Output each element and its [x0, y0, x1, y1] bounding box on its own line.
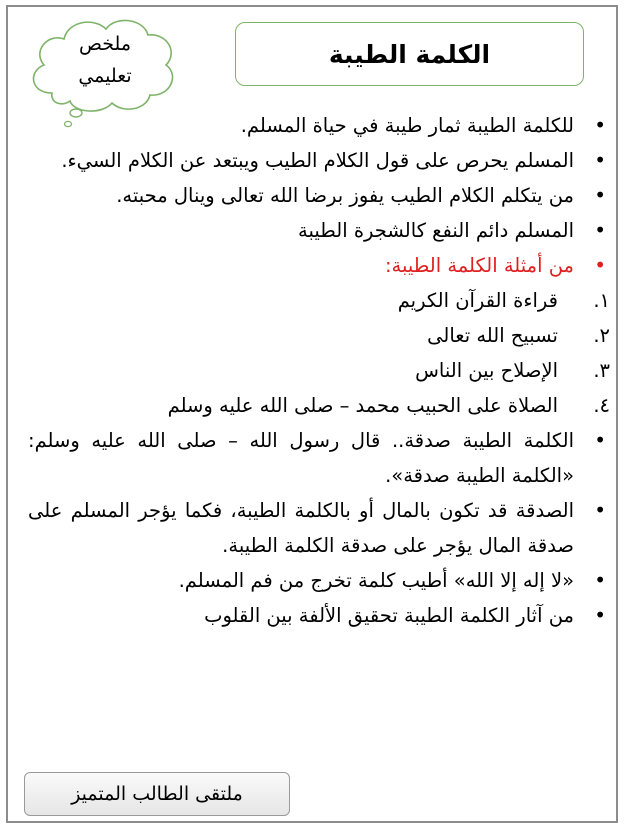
bullet-icon: • — [594, 603, 606, 627]
list-item-text: من آثار الكلمة الطيبة تحقيق الألفة بين القلوب — [204, 604, 574, 627]
footer-label-box — [24, 772, 290, 816]
bullet-icon: • — [594, 568, 606, 592]
list-item — [28, 178, 610, 213]
footer-label: ملتقى الطالب المتميز — [71, 783, 243, 805]
cloud-line-1: ملخص — [78, 33, 131, 55]
examples-heading-text: من أمثلة الكلمة الطيبة: — [384, 254, 574, 277]
example-item — [28, 318, 610, 353]
list-item — [28, 423, 610, 493]
list-item-text: «لا إله إلا الله» أطيب كلمة تخرج من فم المسلم. — [178, 569, 574, 592]
example-number: ١. — [593, 289, 610, 312]
bullet-icon: • — [594, 113, 606, 137]
lesson-content — [28, 108, 610, 633]
list-item — [28, 213, 610, 248]
list-item-text: المسلم يحرص على قول الكلام الطيب ويبتعد عن الكلام السيء. — [61, 149, 574, 172]
cloud-label — [40, 28, 170, 92]
example-text: الصلاة على الحبيب محمد – صلى الله عليه وسلم — [167, 394, 558, 417]
example-item — [28, 388, 610, 423]
list-item — [28, 563, 610, 598]
cloud-line-2: تعليمي — [78, 65, 132, 87]
example-number: ٢. — [593, 324, 610, 347]
example-text: تسبيح الله تعالى — [427, 324, 558, 347]
examples-list — [28, 283, 610, 423]
example-number: ٣. — [593, 359, 610, 382]
list-item-text: الصدقة قد تكون بالمال أو بالكلمة الطيبة، فكما يؤجر المسلم على صدقة المال يؤجر على صدقة الكلمة الطيبة. — [28, 499, 574, 557]
example-number: ٤. — [593, 394, 610, 417]
bullet-icon: • — [594, 253, 606, 277]
example-item — [28, 353, 610, 388]
title-box — [235, 22, 584, 86]
list-item — [28, 108, 610, 143]
example-item — [28, 283, 610, 318]
list-item — [28, 598, 610, 633]
bullet-icon: • — [594, 148, 606, 172]
list-item-text: الكلمة الطيبة صدقة.. قال رسول الله – صلى الله عليه وسلم: «الكلمة الطيبة صدقة». — [28, 429, 574, 487]
bullet-list-bottom — [28, 423, 610, 633]
list-item-text: للكلمة الطيبة ثمار طيبة في حياة المسلم. — [240, 114, 574, 137]
example-text: قراءة القرآن الكريم — [397, 289, 558, 312]
list-item-text: المسلم دائم النفع كالشجرة الطيبة — [298, 219, 574, 242]
page-title: الكلمة الطيبة — [328, 39, 491, 69]
list-item — [28, 493, 610, 563]
example-text: الإصلاح بين الناس — [415, 359, 558, 382]
bullet-icon: • — [594, 218, 606, 242]
examples-heading — [28, 248, 610, 283]
bullet-icon: • — [594, 183, 606, 207]
bullet-list-top — [28, 108, 610, 283]
bullet-icon: • — [594, 498, 606, 522]
bullet-icon: • — [594, 428, 606, 452]
list-item-text: من يتكلم الكلام الطيب يفوز برضا الله تعالى وينال محبته. — [116, 184, 574, 207]
list-item — [28, 143, 610, 178]
